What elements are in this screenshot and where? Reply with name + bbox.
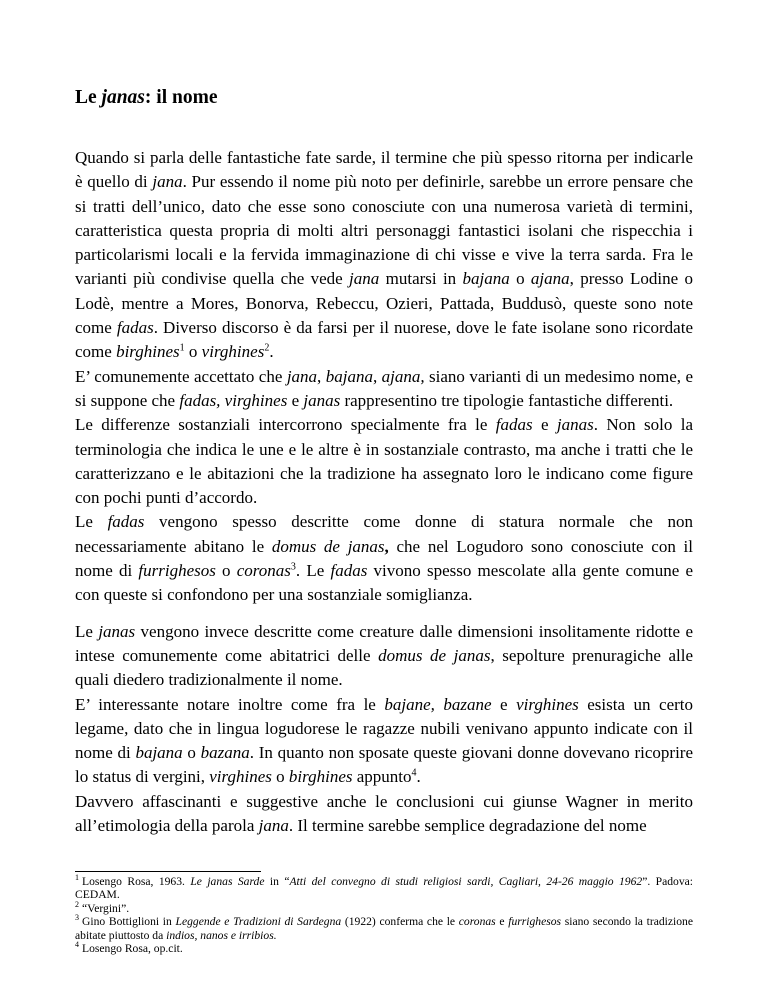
text-run: Le — [75, 512, 108, 532]
text-run: “Vergini”. — [82, 901, 130, 915]
italic-term: bazana — [200, 743, 250, 763]
paragraph-3 — [75, 413, 693, 510]
text-run: Le — [75, 621, 99, 641]
footnote-number: 2 — [75, 899, 79, 909]
footnote-3 — [75, 915, 693, 942]
body-text — [75, 146, 693, 838]
footnote-ref-1[interactable]: 1 — [179, 342, 185, 354]
footnote-number: 1 — [75, 873, 79, 883]
text-run: Gino Bottiglioni in — [82, 915, 176, 929]
text-run: vivono spesso mescolate alla gente comune e con queste si confondono per una sostanziale somiglianza. — [75, 561, 694, 605]
italic-term: furrighesos — [138, 561, 216, 581]
text-run: mutarsi in — [379, 269, 463, 289]
footnote-2 — [75, 899, 693, 915]
footnote-ref-3[interactable]: 3 — [290, 561, 296, 573]
text-run: Davvero affascinanti e suggestive anche le conclusioni cui giunse Wagner in merito all’etimologia della parola — [75, 791, 693, 836]
italic-term: fadas — [107, 512, 145, 532]
italic-term: domus de janas — [271, 536, 385, 556]
text-run: . In quanto non sposate queste giovani donne dovevano ricoprire lo status di vergini, — [75, 743, 693, 787]
italic-term: bajana — [325, 366, 373, 386]
text-run: e — [532, 415, 557, 435]
italic-term: janas — [303, 390, 341, 410]
italic-term: fadas — [116, 318, 154, 338]
text-run: vengono invece descritte come creature dalle dimensioni insolitamente ridotte e intese comunemente come abitatrici delle — [75, 621, 693, 665]
italic-term: Leggende e Tradizioni di Sardegna — [175, 915, 342, 929]
text-run: o — [215, 561, 237, 581]
italic-term: fadas — [330, 561, 368, 581]
text-run: . Il termine sarebbe semplice degradazione del nome — [288, 816, 647, 836]
text-run: o — [184, 342, 202, 362]
paragraph-1 — [75, 146, 693, 365]
italic-term: birghines — [288, 767, 353, 787]
text-run: e — [491, 694, 517, 714]
italic-term: bajane, bazane — [384, 694, 492, 714]
text-run: Le differenze sostanziali intercorrono specialmente fra le — [75, 415, 496, 435]
text-run: appunto — [352, 767, 412, 787]
italic-term: jana — [258, 816, 289, 836]
text-run: e — [287, 390, 304, 410]
paragraph-6 — [75, 693, 693, 790]
italic-term: Atti del convegno di studi religiosi sardi, Cagliari, 24-26 maggio 1962 — [289, 875, 643, 888]
text-run: (1922) conferma che le — [341, 915, 459, 929]
italic-term: virghines — [516, 694, 579, 714]
italic-term: virghines — [209, 767, 272, 787]
italic-term: bajana — [462, 269, 510, 289]
italic-term: fadas — [495, 415, 533, 435]
italic-term: jana — [286, 366, 318, 386]
footnotes — [75, 875, 693, 955]
text-run: Losengo Rosa, 1963. — [82, 875, 191, 888]
text-run: , — [317, 366, 326, 386]
italic-term: coronas — [458, 915, 496, 929]
paragraph-4 — [75, 510, 693, 607]
text-run: . Le — [295, 561, 331, 581]
footnote-number: 4 — [75, 940, 79, 950]
italic-term: birghines — [116, 342, 180, 362]
italic-term: janas — [556, 415, 594, 435]
italic-term: ajana — [530, 269, 570, 289]
footnote-4 — [75, 942, 693, 955]
footnote-separator — [75, 871, 261, 872]
footnote-ref-2[interactable]: 2 — [264, 342, 270, 354]
text-run: . — [269, 342, 274, 362]
italic-term: ajana, — [381, 366, 425, 386]
text-run: . Diverso discorso è da farsi per il nuorese, dove le fate isolane sono ricordate come — [75, 318, 693, 362]
italic-term: jana — [152, 172, 183, 192]
italic-term: Le janas Sarde — [190, 875, 265, 888]
italic-term: domus de janas — [378, 645, 491, 665]
footnote-ref-4[interactable]: 4 — [411, 767, 417, 779]
italic-term: jana — [349, 269, 380, 289]
text-run: esista un certo legame, dato che in lingua logudorese le ragazze nubili venivano appunto indicate con il nome di — [75, 694, 694, 763]
text-run: rappresentino tre tipologie fantastiche differenti. — [340, 390, 674, 410]
text-run: Quando si parla delle fantastiche fate sarde, il termine che più spesso ritorna per indicarle è quello di — [75, 148, 693, 192]
italic-term: virghines — [201, 342, 265, 362]
text-run: ”. Padova: CEDAM. — [75, 875, 693, 902]
text-run: siano secondo la tradizione abitate piuttosto da — [75, 915, 693, 942]
bold-comma: , — [384, 536, 389, 556]
text-run: siano varianti di un medesimo nome, e si suppone che — [75, 366, 694, 410]
text-run: . Non solo la terminologia che indica le une e le altre è in sostanziale contrasto, ma anche i tratti che le caratterizzano e le abitazioni che la tradizione ha assegnato loro le indicano come figure con pochi punti d’accordo. — [75, 415, 693, 508]
title-word-janas: janas — [101, 87, 145, 108]
italic-term: bajana — [135, 743, 183, 763]
paragraph-7 — [75, 790, 693, 839]
italic-term: coronas — [236, 561, 291, 581]
text-run: , — [372, 366, 382, 386]
text-run: o — [509, 269, 531, 289]
text-run: vengono spesso descritte come donne di statura normale che non necessariamente abitano le — [75, 512, 693, 556]
paragraph-5 — [75, 620, 693, 693]
italic-term: indios, nanos e irribios. — [166, 928, 277, 942]
italic-term: fadas, virghines — [179, 390, 288, 410]
text-run: , sepolture prenuragiche alle quali diedero tradizionalmente il nome. — [75, 645, 693, 690]
paragraph-2 — [75, 365, 693, 414]
text-run: . Pur essendo il nome più noto per definirle, sarebbe un errore pensare che si tratti dell’unico, dato che esse sono conosciute con una numerosa varietà di termini, caratteristica questa propria di molti altri personaggi fantastici isolani che rispecchia i particolarismi locali e la fervida immaginazione di chi visse e vive la terra sarda. Fra le varianti più condivise quella che vede — [75, 172, 693, 289]
text-run: in “ — [264, 875, 290, 888]
text-run: e — [495, 915, 509, 929]
text-run: E’ interessante notare inoltre come fra le — [75, 694, 385, 714]
italic-term: janas — [98, 621, 136, 641]
title-subtitle: : il nome — [144, 87, 218, 108]
title-word-le: Le — [75, 87, 97, 108]
text-run: . — [416, 767, 421, 787]
footnote-number: 3 — [75, 913, 79, 923]
text-run: o — [182, 743, 201, 763]
text-run: Losengo Rosa, op.cit. — [82, 942, 183, 956]
page-title — [75, 86, 217, 110]
text-run: che nel Logudoro sono conosciute con il nome di — [75, 536, 694, 581]
text-run: E’ comunemente accettato che — [75, 366, 287, 386]
footnote-1 — [75, 875, 693, 902]
text-run: o — [271, 767, 289, 787]
italic-term: furrighesos — [508, 915, 562, 929]
text-run: , presso Lodine o Lodè, mentre a Mores, Bonorva, Rebeccu, Ozieri, Pattada, Buddusò, queste sono note come — [75, 269, 694, 338]
